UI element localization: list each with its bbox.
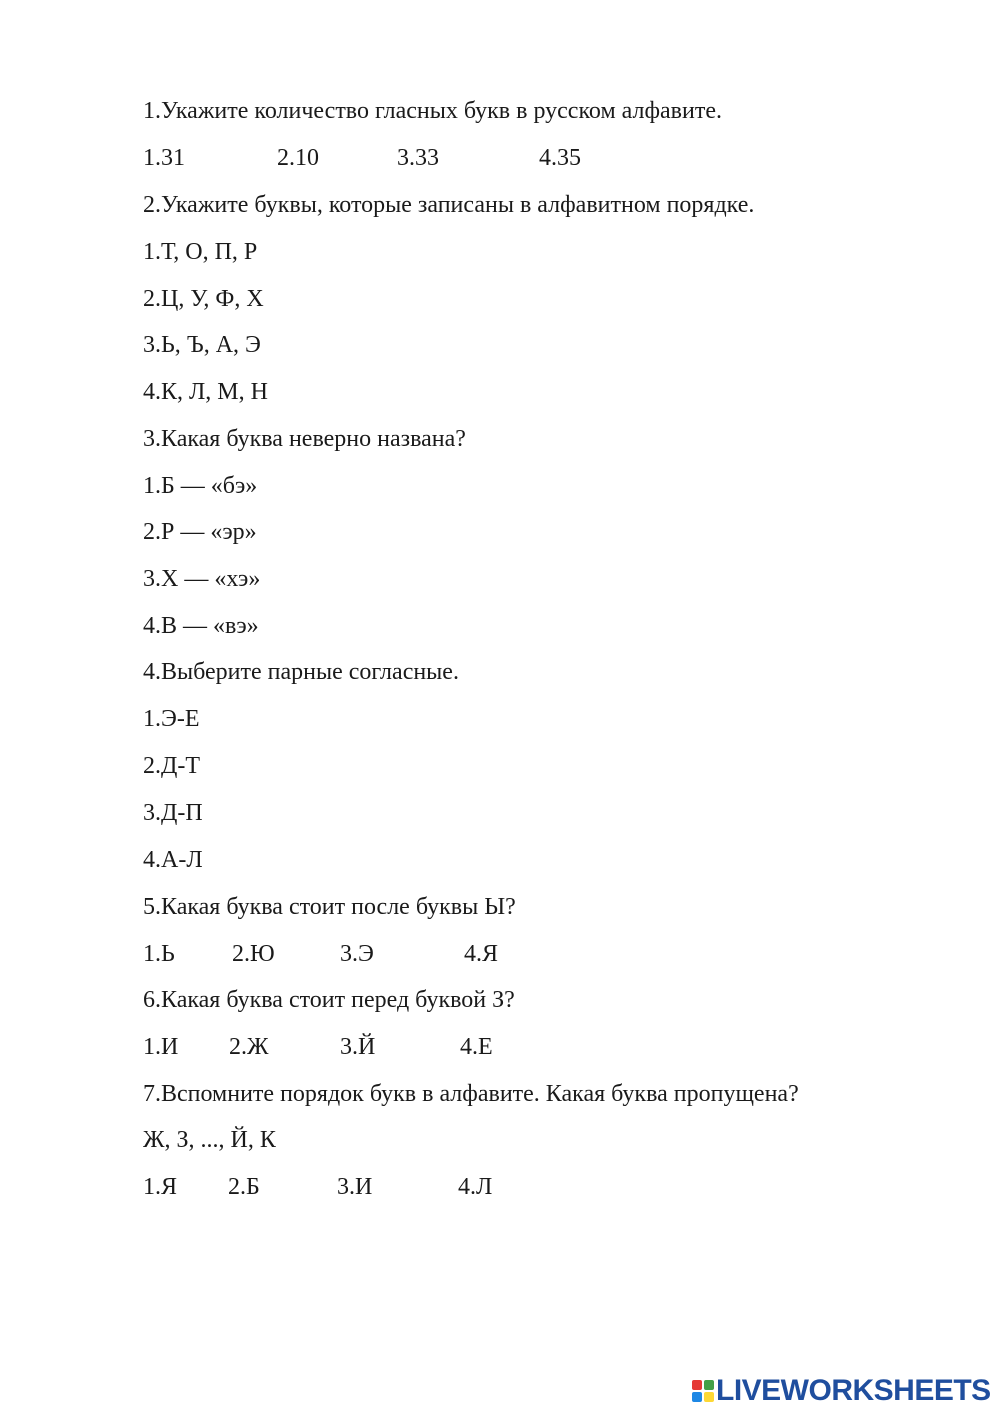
q5-option-4: 4.Я (464, 941, 499, 967)
q2-option-1: 1.Т, О, П, Р (143, 239, 258, 265)
question-5: 5.Какая буква стоит после буквы Ы? (143, 894, 516, 920)
question-2: 2.Укажите буквы, которые записаны в алфавитном порядке. (143, 192, 755, 218)
logo-tile-red (692, 1380, 702, 1390)
q7-sequence: Ж, З, ..., Й, К (143, 1127, 276, 1153)
q3-option-2: 2.Р — «эр» (143, 519, 257, 545)
q5-option-1: 1.Ь (143, 941, 175, 967)
q2-option-2: 2.Ц, У, Ф, Х (143, 286, 264, 312)
q5-option-2: 2.Ю (232, 941, 275, 967)
liveworksheets-logo-text: LIVEWORKSHEETS (716, 1374, 991, 1407)
q6-option-1: 1.И (143, 1034, 179, 1060)
q4-option-1: 1.Э-Е (143, 706, 200, 732)
q4-option-3: 3.Д-П (143, 800, 203, 826)
q2-option-3: 3.Ь, Ъ, А, Э (143, 332, 261, 358)
question-6: 6.Какая буква стоит перед буквой З? (143, 987, 515, 1013)
q1-option-4: 4.35 (539, 145, 581, 171)
liveworksheets-logo-icon (692, 1380, 714, 1402)
q4-option-2: 2.Д-Т (143, 753, 201, 779)
q1-option-1: 1.31 (143, 145, 185, 171)
q7-option-3: 3.И (337, 1174, 373, 1200)
q6-option-3: 3.Й (340, 1034, 376, 1060)
q3-option-1: 1.Б — «бэ» (143, 473, 258, 499)
q3-option-3: 3.Х — «хэ» (143, 566, 261, 592)
q7-option-4: 4.Л (458, 1174, 493, 1200)
logo-tile-blue (692, 1392, 702, 1402)
question-7: 7.Вспомните порядок букв в алфавите. Какая буква пропущена? (143, 1081, 799, 1107)
logo-tile-green (704, 1380, 714, 1390)
q5-option-3: 3.Э (340, 941, 374, 967)
q1-option-3: 3.33 (397, 145, 439, 171)
liveworksheets-logo (692, 1374, 991, 1408)
logo-tile-yellow (704, 1392, 714, 1402)
q1-option-2: 2.10 (277, 145, 319, 171)
q6-option-4: 4.Е (460, 1034, 493, 1060)
q7-option-2: 2.Б (228, 1174, 260, 1200)
q7-option-1: 1.Я (143, 1174, 178, 1200)
question-4: 4.Выберите парные согласные. (143, 659, 459, 685)
q3-option-4: 4.В — «вэ» (143, 613, 259, 639)
q2-option-4: 4.К, Л, М, Н (143, 379, 268, 405)
q4-option-4: 4.А-Л (143, 847, 203, 873)
question-3: 3.Какая буква неверно названа? (143, 426, 466, 452)
question-1: 1.Укажите количество гласных букв в русском алфавите. (143, 98, 722, 124)
q6-option-2: 2.Ж (229, 1034, 269, 1060)
